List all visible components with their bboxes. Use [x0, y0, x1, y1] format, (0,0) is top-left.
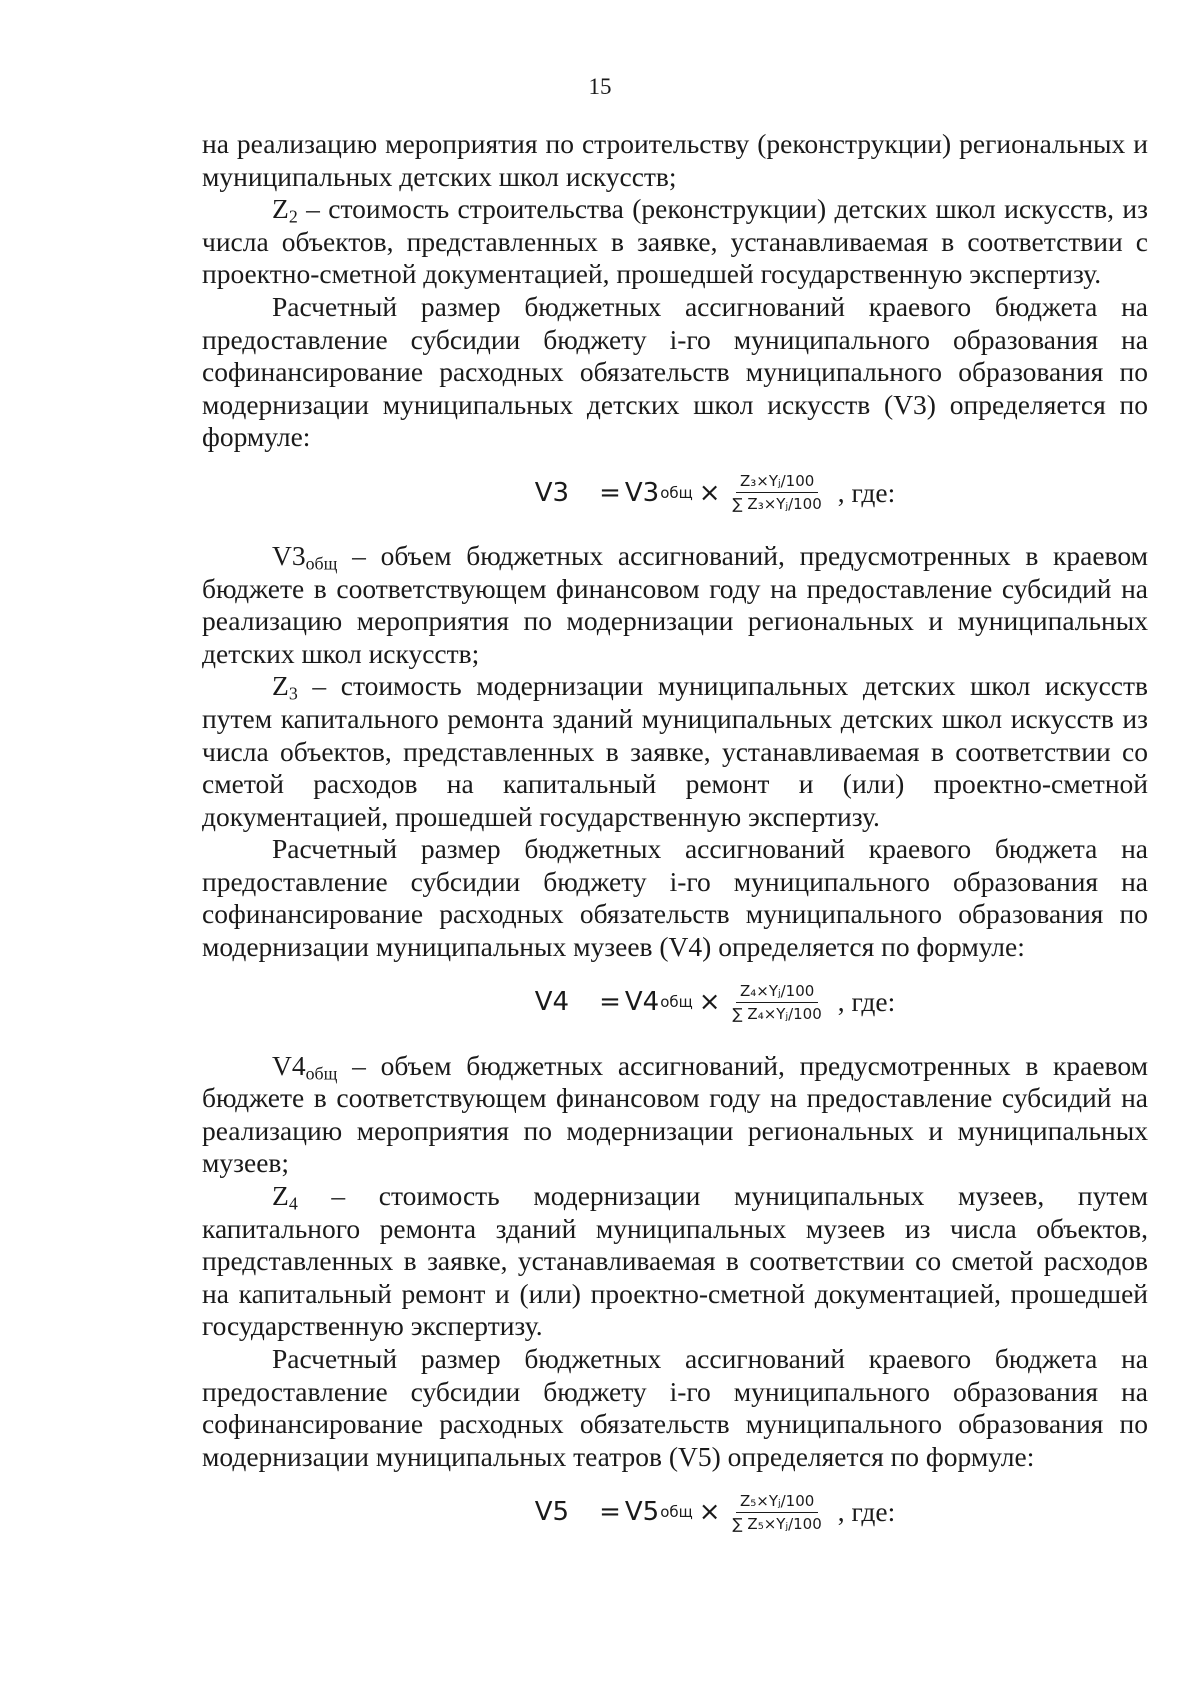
paragraph-z4-definition: [202, 1180, 1148, 1343]
fraction-denominator: ∑ Z₃×Yⱼ/100: [732, 495, 822, 514]
paragraph-v4-intro: Расчетный размер бюджетных ассигнований краевого бюджета на предоставление субсидии бюджету i-го муниципального образования на софинансирование расходных обязательств муниципального образования по модернизации муниципальных музеев (V4) определяется по формуле:: [202, 833, 1148, 963]
paragraph-v5-intro: Расчетный размер бюджетных ассигнований краевого бюджета на предоставление субсидии бюджету i-го муниципального образования на софинансирование расходных обязательств муниципального образования по модернизации муниципальных театров (V5) определяется по формуле:: [202, 1343, 1148, 1472]
symbol-subscript: 3: [288, 683, 298, 704]
definition-text: – стоимость модернизации муниципальных музеев, путем капитального ремонта зданий муниципальных музеев из числа объектов, представленных в заявке, устанавливаемая в соответствии со сметой расходов на капитальный ремонт и (или) проектно-сметной документацией, прошедшей государственную экспертизу.: [202, 1180, 1148, 1342]
formula-lhs: V5: [534, 1497, 570, 1528]
symbol-subscript: общ: [305, 553, 338, 574]
definition-text: – объем бюджетных ассигнований, предусмотренных в краевом бюджете в соответствующем финансовом году на предоставление субсидий на реализацию мероприятия по модернизации региональных и муниципальных музеев;: [202, 1049, 1148, 1179]
paragraph-1: на реализацию мероприятия по строительству (реконструкции) региональных и муниципальных детских школ искусств;: [202, 128, 1148, 192]
formula-total-symbol: V5: [624, 1497, 660, 1528]
formula-fraction: [729, 472, 826, 513]
formula-where: , где:: [837, 986, 896, 1018]
formula-v4: [202, 970, 1148, 1036]
fraction-denominator: ∑ Z₅×Yⱼ/100: [732, 1514, 822, 1533]
formula-lhs: V3: [534, 477, 570, 508]
symbol-subscript: 4: [288, 1193, 298, 1214]
paragraph-v3-intro: Расчетный размер бюджетных ассигнований краевого бюджета на предоставление субсидии бюджету i-го муниципального образования на софинансирование расходных обязательств муниципального образования по модернизации муниципальных детских школ искусств (V3) определяется по формуле:: [202, 290, 1148, 453]
symbol-z: Z: [272, 670, 289, 702]
definition-text: – стоимость строительства (реконструкции) детских школ искусств, из числа объектов, представленных в заявке, устанавливаемая в соответствии с проектно-сметной документацией, прошедшей государственную экспертизу.: [202, 193, 1148, 290]
formula-fraction: [729, 982, 826, 1023]
formula-total-symbol: V3: [624, 477, 660, 508]
formula-equals: =: [599, 477, 621, 508]
symbol-subscript: общ: [305, 1063, 338, 1084]
page-number: 15: [588, 74, 612, 99]
formula-equals: =: [599, 987, 621, 1018]
formula-lhs: V4: [534, 987, 570, 1018]
paragraph-v3-total-definition: [202, 540, 1148, 670]
paragraph-z2-definition: [202, 193, 1148, 291]
symbol-v3: V3: [272, 539, 306, 571]
symbol-z: Z: [272, 1180, 289, 1212]
formula-total-subscript: общ: [660, 993, 693, 1012]
formula-total-subscript: общ: [660, 483, 693, 502]
symbol-v4: V4: [272, 1049, 306, 1081]
document-body: [202, 128, 1148, 1559]
fraction-numerator: Z₃×Yⱼ/100: [736, 472, 818, 493]
formula-total-subscript: общ: [660, 1503, 693, 1522]
formula-equals: =: [599, 1497, 621, 1528]
paragraph-z3-definition: [202, 670, 1148, 833]
formula-times: ×: [698, 477, 721, 508]
formula-times: ×: [698, 1497, 721, 1528]
formula-v3: [202, 460, 1148, 526]
formula-times: ×: [698, 987, 721, 1018]
symbol-z: Z: [272, 193, 289, 225]
formula-where: , где:: [837, 476, 896, 508]
paragraph-v4-total-definition: [202, 1050, 1148, 1180]
formula-fraction: [729, 1492, 826, 1533]
formula-v5: [202, 1479, 1148, 1545]
formula-total-symbol: V4: [624, 987, 660, 1018]
fraction-numerator: Z₅×Yⱼ/100: [736, 1492, 818, 1513]
definition-text: – стоимость модернизации муниципальных детских школ искусств путем капитального ремонта зданий муниципальных детских школ искусств из числа объектов, представленных в заявке, устанавливаемая в соответствии со сметой расходов на капитальный ремонт и (или) проектно-сметной документацией, прошедшей государственную экспертизу.: [202, 670, 1148, 832]
fraction-denominator: ∑ Z₄×Yⱼ/100: [732, 1005, 822, 1024]
symbol-subscript: 2: [288, 206, 298, 227]
fraction-numerator: Z₄×Yⱼ/100: [736, 982, 818, 1003]
definition-text: – объем бюджетных ассигнований, предусмотренных в краевом бюджете в соответствующем финансовом году на предоставление субсидий на реализацию мероприятия по модернизации региональных и муниципальных детских школ искусств;: [202, 539, 1148, 669]
formula-where: , где:: [837, 1496, 896, 1528]
